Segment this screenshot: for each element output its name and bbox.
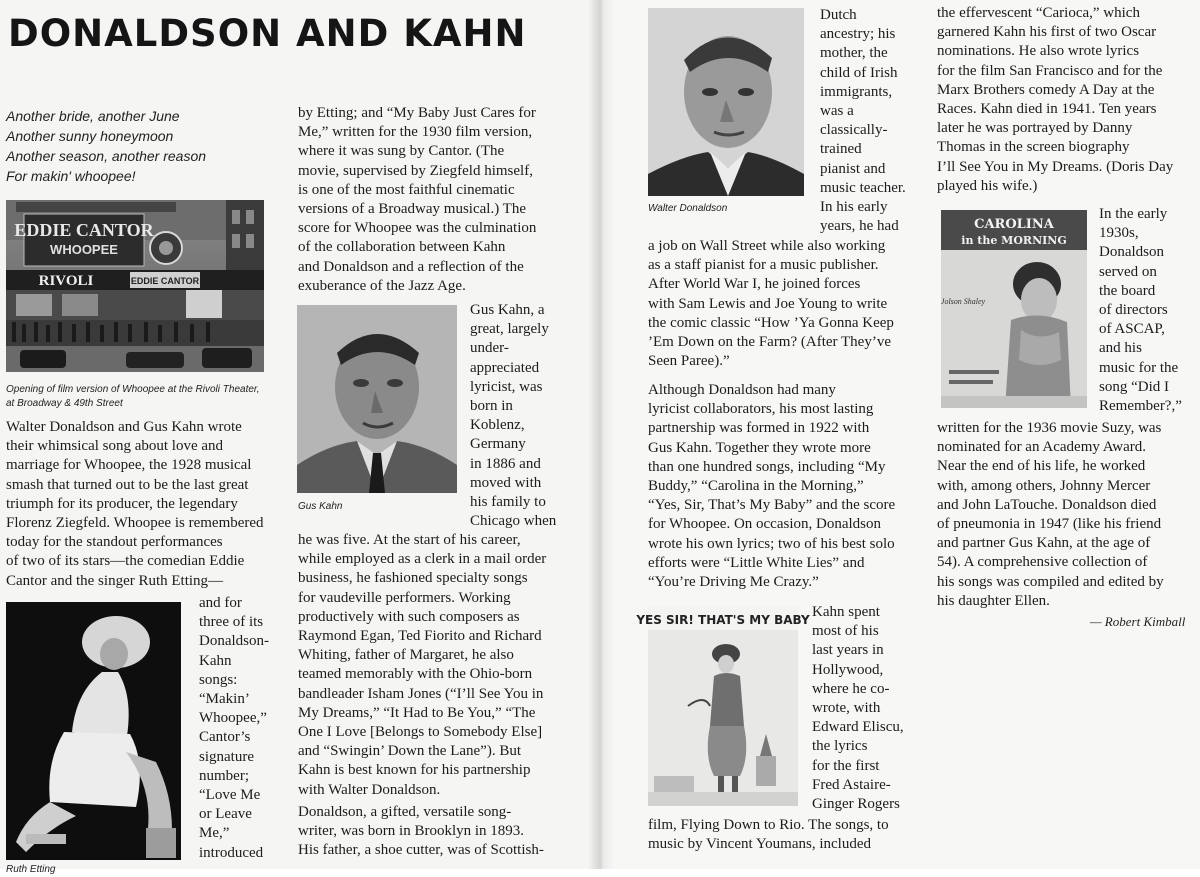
yes-sir-sheet-music bbox=[636, 606, 810, 806]
text-line: the lyrics bbox=[812, 738, 868, 755]
sheet-title: YES SIR! THAT'S MY BABY bbox=[636, 613, 810, 627]
rivoli-theater-photo bbox=[6, 200, 264, 372]
column-2-paragraph-1 bbox=[298, 104, 578, 296]
text-line: with Walter Donaldson. bbox=[298, 781, 441, 798]
text-line: business, he fashioned specialty songs bbox=[298, 570, 528, 587]
rivoli-caption bbox=[6, 383, 276, 411]
text-line: number; bbox=[199, 767, 249, 784]
sheet-title-line2: in the MORNING bbox=[961, 234, 1067, 247]
text-line: music by Vincent Youmans, included bbox=[648, 836, 871, 853]
text-line: Kahn spent bbox=[812, 604, 880, 620]
text-line: Fred Astaire- bbox=[812, 776, 891, 793]
text-line: Walter Donaldson and Gus Kahn wrote bbox=[6, 419, 242, 435]
text-line: Remember?,” bbox=[1099, 398, 1182, 415]
text-line: “Yes, Sir, That’s My Baby” and the score bbox=[648, 497, 896, 514]
text-line: songs: bbox=[199, 671, 238, 688]
text-line: pianist and bbox=[820, 160, 886, 177]
sheet-title-line1: CAROLINA bbox=[974, 217, 1054, 232]
text-line: last years in bbox=[812, 642, 884, 659]
text-line: Koblenz, bbox=[470, 417, 525, 434]
text-line: served on bbox=[1099, 263, 1157, 280]
text-line: My Dreams,” “It Had to Be You,” “The bbox=[298, 704, 536, 721]
text-line: movie, supervised by Ziegfeld himself, bbox=[298, 162, 533, 179]
text-line: versions of a Broadway musical.) The bbox=[298, 201, 526, 218]
text-line: Germany bbox=[470, 436, 526, 453]
column-3-paragraph-3 bbox=[648, 816, 928, 854]
text-line: “Makin’ bbox=[199, 691, 250, 708]
text-line: exuberance of the Jazz Age. bbox=[298, 277, 466, 294]
column-4-paragraph-2 bbox=[937, 419, 1199, 611]
text-line: great, largely bbox=[470, 321, 549, 338]
text-line: born in bbox=[470, 398, 513, 415]
text-line: Seen Paree).” bbox=[648, 353, 730, 370]
rivoli-sign: RIVOLI bbox=[38, 273, 94, 289]
gus-kahn-photo bbox=[297, 305, 457, 493]
text-line: Donaldson- bbox=[199, 633, 269, 650]
column-3-wrap-text bbox=[820, 6, 930, 236]
text-line: Edward Eliscu, bbox=[812, 719, 904, 736]
text-line: Near the end of his life, he worked bbox=[937, 458, 1146, 475]
text-line: moved with bbox=[470, 474, 542, 491]
text-line: of pneumonia in 1947 (like his friend bbox=[937, 516, 1162, 533]
text-line: trained bbox=[820, 141, 862, 158]
sheet-credit: Jolson Shaley bbox=[940, 297, 986, 306]
text-line: Kahn bbox=[199, 652, 232, 669]
text-line: his daughter Ellen. bbox=[937, 592, 1050, 609]
text-line: In his early bbox=[820, 199, 888, 216]
text-line: was a bbox=[820, 103, 854, 120]
epigraph bbox=[6, 106, 276, 186]
walter-donaldson-photo bbox=[648, 8, 804, 196]
text-line: for vaudeville performers. Working bbox=[298, 589, 511, 606]
text-line: song “Did I bbox=[1099, 378, 1169, 395]
text-line: by Etting; and “My Baby Just Cares for bbox=[298, 105, 536, 121]
text-line: where he co- bbox=[812, 680, 890, 697]
text-line: In the early bbox=[1099, 206, 1168, 222]
text-line: written for the 1936 movie Suzy, was bbox=[937, 420, 1162, 436]
text-line: he was five. At the start of his career, bbox=[298, 532, 521, 548]
text-line: efforts were “Little White Lies” and bbox=[648, 554, 865, 571]
text-line: “Love Me bbox=[199, 787, 261, 804]
text-line: and “Swingin’ Down the Lane”). But bbox=[298, 743, 522, 760]
column-3-paragraph-2 bbox=[648, 381, 928, 592]
text-line: while employed as a clerk in a mail order bbox=[298, 551, 547, 568]
text-line: the board bbox=[1099, 282, 1156, 299]
text-line: Although Donaldson had many bbox=[648, 382, 836, 398]
text-line: Thomas in the screen biography bbox=[937, 139, 1130, 156]
epigraph-line: For makin' whoopee! bbox=[6, 168, 136, 184]
text-line: Me,” bbox=[199, 825, 230, 842]
text-line: writer, was born in Brooklyn in 1893. bbox=[298, 823, 525, 840]
text-line: and for bbox=[199, 595, 242, 611]
column-1-paragraph-1 bbox=[6, 418, 286, 591]
column-4-paragraph-1 bbox=[937, 4, 1199, 196]
ruth-etting-photo bbox=[6, 602, 181, 860]
text-line: Hollywood, bbox=[812, 661, 884, 678]
text-line: Whiting, father of Margaret, he also bbox=[298, 647, 514, 664]
text-line: with Sam Lewis and Joe Young to write bbox=[648, 295, 888, 312]
text-line: than one hundred songs, including “My bbox=[648, 458, 886, 475]
text-line: their whimsical song about love and bbox=[6, 438, 224, 455]
text-line: years, he had bbox=[820, 218, 899, 235]
text-line: appreciated bbox=[470, 359, 540, 376]
text-line: Gus Kahn, a bbox=[470, 302, 545, 318]
text-line: for Whoopee. On occasion, Donaldson bbox=[648, 516, 881, 533]
text-line: and Donaldson and a reflection of the bbox=[298, 258, 524, 275]
text-line: for the film San Francisco and for the bbox=[937, 62, 1163, 79]
page-gutter bbox=[588, 0, 614, 869]
text-line: nominated for an Academy Award. bbox=[937, 439, 1146, 456]
text-line: lyricist, was bbox=[470, 378, 543, 395]
text-line: the comic classic “How ’Ya Gonna Keep bbox=[648, 314, 894, 331]
text-line: bandleader Isham Jones (“I’ll See You in bbox=[298, 685, 544, 702]
text-line: Cantor’s bbox=[199, 729, 251, 746]
caption-line: at Broadway & 49th Street bbox=[6, 398, 123, 409]
text-line: Marx Brothers comedy A Day at the bbox=[937, 81, 1155, 98]
epigraph-line: Another season, another reason bbox=[6, 148, 207, 164]
caption-line: Opening of film version of Whoopee at the Rivoli Theater, bbox=[6, 384, 260, 395]
text-line: His father, a shoe cutter, was of Scottish- bbox=[298, 842, 544, 859]
text-line: his songs was compiled and edited by bbox=[937, 573, 1164, 590]
column-3-paragraph-1 bbox=[648, 237, 928, 371]
text-line: of the collaboration between Kahn bbox=[298, 239, 506, 256]
text-line: and his bbox=[1099, 340, 1142, 357]
text-line: mother, the bbox=[820, 45, 888, 62]
text-line: Dutch bbox=[820, 7, 857, 23]
text-line: is one of the most faithful cinematic bbox=[298, 181, 515, 198]
gus-kahn-caption: Gus Kahn bbox=[298, 501, 343, 512]
text-line: Whoopee,” bbox=[199, 710, 267, 727]
text-line: garnered Kahn his first of two Oscar bbox=[937, 24, 1157, 41]
text-line: Donaldson, a gifted, versatile song- bbox=[298, 804, 512, 820]
text-line: ancestry; his bbox=[820, 26, 896, 43]
text-line: music for the bbox=[1099, 359, 1179, 376]
text-line: wrote, with bbox=[812, 700, 881, 717]
text-line: Raymond Egan, Ted Fiorito and Richard bbox=[298, 628, 542, 645]
text-line: his family to bbox=[470, 494, 546, 511]
text-line: of ASCAP, bbox=[1099, 321, 1165, 338]
text-line: immigrants, bbox=[820, 83, 893, 100]
text-line: After World War I, he joined forces bbox=[648, 276, 861, 293]
text-line: or Leave bbox=[199, 806, 252, 823]
text-line: lyricist collaborators, his most lasting bbox=[648, 401, 874, 418]
text-line: today for the standout performances bbox=[6, 534, 223, 551]
text-line: child of Irish bbox=[820, 64, 898, 81]
text-line: triumph for its producer, the legendary bbox=[6, 495, 238, 512]
author-signature: — Robert Kimball bbox=[1090, 614, 1186, 629]
column-1-wrap-text bbox=[199, 594, 289, 863]
text-line: smash that turned out to be the last great bbox=[6, 476, 249, 493]
side-sign: EDDIE CANTOR bbox=[130, 276, 200, 286]
text-line: under- bbox=[470, 340, 509, 357]
text-line: “You’re Driving Me Crazy.” bbox=[648, 574, 819, 591]
column-4-wrap-text bbox=[1099, 205, 1199, 416]
ruth-etting-caption: Ruth Etting bbox=[6, 864, 56, 875]
text-line: productively with such composers as bbox=[298, 608, 520, 625]
text-line: teamed memorably with the Ohio-born bbox=[298, 666, 533, 683]
text-line: Donaldson bbox=[1099, 244, 1164, 261]
text-line: 54). A comprehensive collection of bbox=[937, 554, 1148, 571]
text-line: for the first bbox=[812, 757, 880, 774]
text-line: a job on Wall Street while also working bbox=[648, 238, 886, 254]
text-line: in 1886 and bbox=[470, 455, 541, 472]
text-line: partnership was formed in 1922 with bbox=[648, 420, 870, 437]
epigraph-line: Another sunny honeymoon bbox=[6, 128, 174, 144]
column-2-paragraph-3 bbox=[298, 803, 578, 861]
column-2-wrap-text bbox=[470, 301, 580, 531]
text-line: One I Love [Belongs to Somebody Else] bbox=[298, 724, 543, 741]
text-line: of directors bbox=[1099, 302, 1168, 319]
text-line: Races. Kahn died in 1941. Ten years bbox=[937, 101, 1157, 118]
text-line: introduced bbox=[199, 844, 264, 861]
marquee-subtext: WHOOPEE bbox=[50, 242, 118, 257]
text-line: as a staff pianist for a music publisher. bbox=[648, 257, 879, 274]
text-line: ’Em Down on the Farm? (After They’ve bbox=[648, 334, 891, 351]
text-line: film, Flying Down to Rio. The songs, to bbox=[648, 817, 889, 833]
text-line: with, among others, Johnny Mercer bbox=[937, 477, 1151, 494]
text-line: played his wife.) bbox=[937, 177, 1038, 194]
text-line: classically- bbox=[820, 122, 888, 139]
text-line: the effervescent “Carioca,” which bbox=[937, 5, 1140, 21]
text-line: Ginger Rogers bbox=[812, 796, 900, 813]
column-2-paragraph-2 bbox=[298, 531, 578, 800]
marquee-text: EDDIE CANTOR bbox=[14, 220, 154, 240]
text-line: I’ll See You in My Dreams. (Doris Day bbox=[937, 158, 1174, 175]
carolina-sheet-music bbox=[941, 210, 1087, 408]
text-line: signature bbox=[199, 748, 254, 765]
text-line: Cantor and the singer Ruth Etting— bbox=[6, 572, 224, 589]
text-line: and John LaTouche. Donaldson died bbox=[937, 496, 1157, 513]
text-line: three of its bbox=[199, 614, 264, 631]
text-line: 1930s, bbox=[1099, 225, 1139, 242]
text-line: of two of its stars—the comedian Eddie bbox=[6, 553, 245, 570]
text-line: Chicago when bbox=[470, 513, 557, 530]
text-line: wrote his own lyrics; two of his best solo bbox=[648, 535, 895, 552]
text-line: Kahn is best known for his partnership bbox=[298, 762, 531, 779]
article-title: DONALDSON AND KAHN bbox=[8, 12, 527, 55]
text-line: music teacher. bbox=[820, 179, 906, 196]
text-line: nominations. He also wrote lyrics bbox=[937, 43, 1140, 60]
text-line: Me,” written for the 1930 film version, bbox=[298, 124, 533, 141]
text-line: and partner Gus Kahn, at the age of bbox=[937, 535, 1151, 552]
text-line: Florenz Ziegfeld. Whoopee is remembered bbox=[6, 515, 264, 532]
text-line: Gus Kahn. Together they wrote more bbox=[648, 439, 871, 456]
epigraph-line: Another bride, another June bbox=[6, 108, 180, 124]
text-line: where it was sung by Cantor. (The bbox=[298, 143, 505, 160]
walter-donaldson-caption: Walter Donaldson bbox=[648, 203, 728, 214]
text-line: marriage for Whoopee, the 1928 musical bbox=[6, 457, 252, 474]
column-3-wrap-text-2 bbox=[812, 603, 922, 814]
text-line: score for Whoopee was the culmination bbox=[298, 220, 537, 237]
text-line: most of his bbox=[812, 623, 879, 640]
text-line: later he was portrayed by Danny bbox=[937, 120, 1133, 137]
text-line: Buddy,” “Carolina in the Morning,” bbox=[648, 478, 864, 495]
